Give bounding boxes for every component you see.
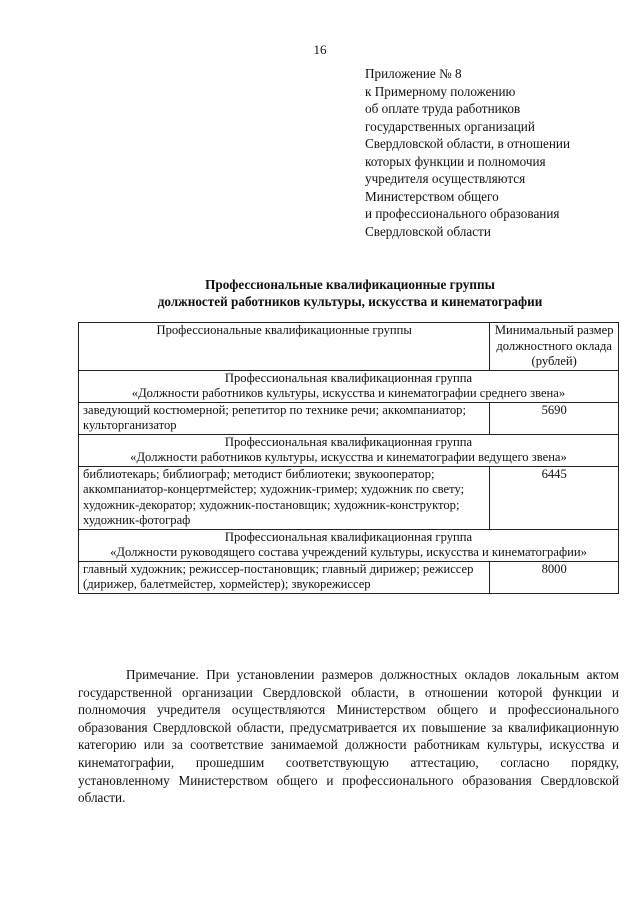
group-title-row	[79, 434, 619, 466]
document-title	[70, 276, 630, 310]
table-header-row	[79, 323, 619, 371]
table-row	[79, 402, 619, 434]
group-title-line: «Должности работников культуры, искусства и кинематографии среднего звена»	[131, 386, 566, 400]
appendix-line: государственных организаций	[365, 118, 535, 134]
group-title	[79, 370, 619, 402]
table-row	[79, 561, 619, 593]
appendix-line: к Примерному положению	[365, 83, 516, 99]
note-block	[78, 666, 619, 807]
group-title-line: Профессиональная квалификационная группа	[224, 370, 473, 385]
salary-table	[78, 322, 619, 594]
note-text: Примечание. При установлении размеров должностных окладов локальным актом государственной организации Свердловской области, в отношении которой функции и полномочия учредителя осуществляются Министерством общего и профессионального образования Свердловской области, предусматривается их повышение за квалификационную категорию или за соответствие занимаемой должности работникам культуры, искусства и кинематографии, прошедшим соответствующую аттестацию, согласно порядку, установленному Министерством общего и профессионального образования Свердловской области.	[78, 667, 619, 806]
positions-cell: заведующий костюмерной; репетитор по технике речи; аккомпаниатор; культорганизатор	[79, 402, 490, 434]
appendix-block	[365, 65, 630, 240]
appendix-line: Министерством общего	[365, 188, 499, 204]
group-title-line: «Должности руководящего состава учреждений культуры, искусства и кинематографии»	[110, 545, 587, 559]
title-line: должностей работников культуры, искусства и кинематографии	[157, 294, 543, 309]
group-title	[79, 529, 619, 561]
header-salary: Минимальный размер должностного оклада (рублей)	[490, 323, 619, 371]
header-groups: Профессиональные квалификационные группы	[79, 323, 490, 371]
appendix-line: Свердловской области	[365, 223, 491, 239]
positions-cell: главный художник; режиссер-постановщик; главный дирижер; режиссер (дирижер, балетмейстер, хормейстер); звукорежиссер	[79, 561, 490, 593]
group-title-row	[79, 370, 619, 402]
appendix-line: об оплате труда работников	[365, 101, 521, 116]
appendix-line: которых функции и полномочия	[365, 153, 546, 169]
group-title-line: «Должности работников культуры, искусства и кинематографии ведущего звена»	[130, 450, 567, 464]
positions-cell: библиотекарь; библиограф; методист библиотеки; звукооператор; аккомпаниатор-концертмейстер; художник-гример; художник по свету; художник-декоратор; художник-постановщик; художник-конструктор; художник-фотограф	[79, 466, 490, 529]
appendix-line: учредителя осуществляются	[365, 171, 526, 186]
page-number: 16	[313, 42, 327, 57]
salary-cell: 8000	[490, 561, 619, 593]
salary-cell: 5690	[490, 402, 619, 434]
salary-cell: 6445	[490, 466, 619, 529]
group-title-line: Профессиональная квалификационная группа	[224, 529, 473, 544]
group-title-line: Профессиональная квалификационная группа	[224, 434, 473, 449]
appendix-line: Приложение № 8	[365, 66, 462, 81]
appendix-line: и профессионального образования	[365, 206, 560, 221]
group-title-row	[79, 529, 619, 561]
title-line: Профессиональные квалификационные группы	[205, 277, 495, 292]
table-row	[79, 466, 619, 529]
appendix-line: Свердловской области, в отношении	[365, 136, 571, 151]
group-title	[79, 434, 619, 466]
